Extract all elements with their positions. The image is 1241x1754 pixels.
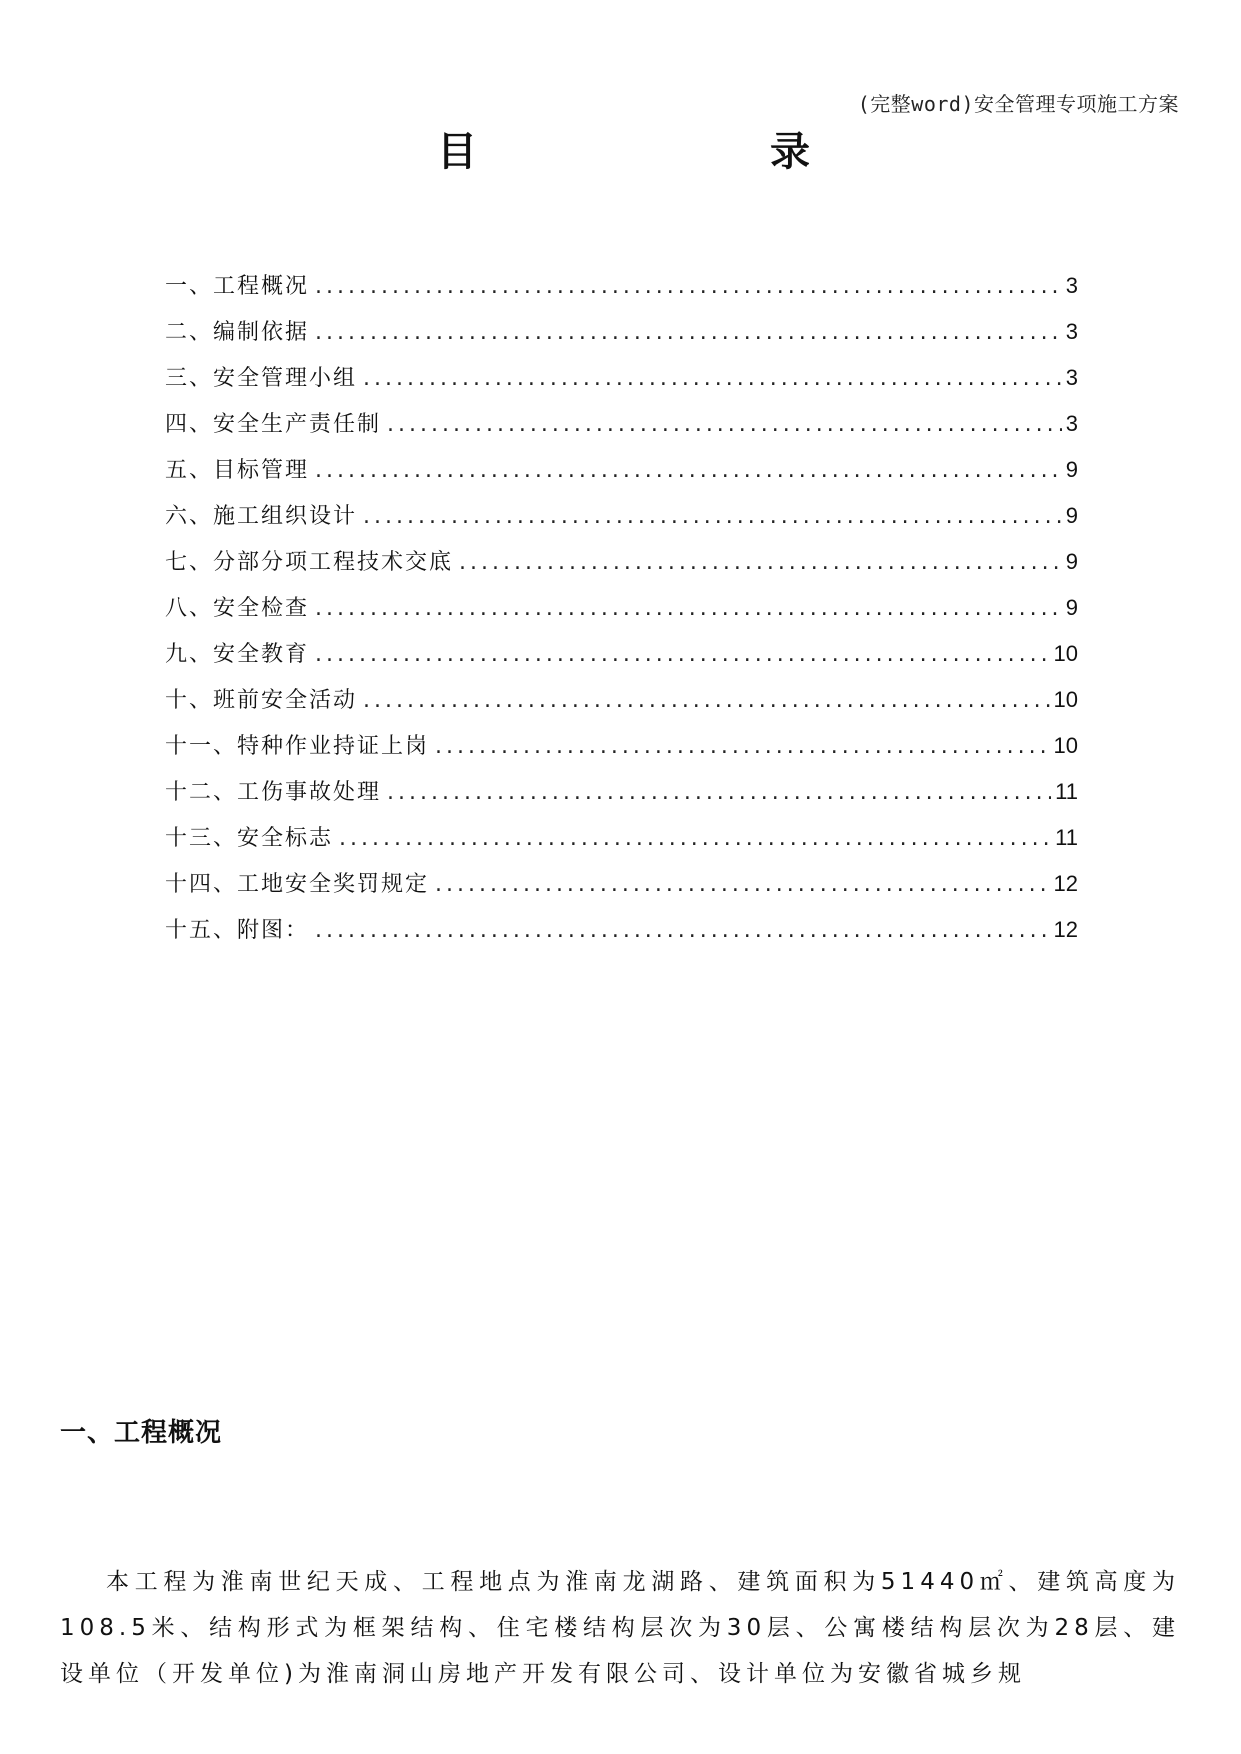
toc-leader-dots bbox=[315, 637, 1050, 673]
toc-entry-label: 十五、附图： bbox=[165, 918, 310, 943]
toc-entry-label: 九、安全教育 bbox=[165, 642, 310, 667]
toc-entry-label: 四、安全生产责任制 bbox=[165, 412, 382, 437]
toc-entry-page: 10 bbox=[1053, 641, 1078, 666]
toc-leader-dots bbox=[315, 269, 1062, 305]
toc-entry-page: 12 bbox=[1053, 871, 1078, 896]
toc-title bbox=[0, 120, 1241, 180]
toc-entry-3[interactable] bbox=[165, 360, 1078, 406]
toc-entry-page: 9 bbox=[1065, 457, 1078, 482]
toc-entry-label: 六、施工组织设计 bbox=[165, 504, 358, 529]
toc-entry-5[interactable] bbox=[165, 452, 1078, 498]
toc-title-char-2: 录 bbox=[770, 128, 810, 175]
toc-entry-12[interactable] bbox=[165, 774, 1078, 820]
toc-entry-page: 9 bbox=[1065, 549, 1078, 574]
toc-leader-dots bbox=[363, 499, 1062, 535]
toc-entry-label: 十、班前安全活动 bbox=[165, 688, 358, 713]
toc-leader-dots bbox=[459, 545, 1062, 581]
toc-entry-label: 十二、工伤事故处理 bbox=[165, 780, 382, 805]
toc-entry-page: 11 bbox=[1055, 825, 1078, 850]
toc-entry-11[interactable] bbox=[165, 728, 1078, 774]
toc-entry-label: 十四、工地安全奖罚规定 bbox=[165, 872, 430, 897]
toc-entry-label: 十三、安全标志 bbox=[165, 826, 334, 851]
section-heading: 一、工程概况 bbox=[60, 1418, 223, 1448]
toc-leader-dots bbox=[339, 821, 1051, 857]
toc-entry-page: 10 bbox=[1053, 733, 1078, 758]
toc-leader-dots bbox=[315, 591, 1062, 627]
section-paragraph: 本工程为淮南世纪天成、工程地点为淮南龙湖路、建筑面积为51440㎡、建筑高度为108.5米、结构形式为框架结构、住宅楼结构层次为30层、公寓楼结构层次为28层、建设单位（开发单位)为淮南洞山房地产开发有限公司、设计单位为安徽省城乡规 bbox=[60, 1569, 1180, 1687]
toc-entry-13[interactable] bbox=[165, 820, 1078, 866]
toc-leader-dots bbox=[315, 453, 1062, 489]
toc-leader-dots bbox=[315, 315, 1062, 351]
toc-entry-page: 12 bbox=[1053, 917, 1078, 942]
document-header-note: (完整word)安全管理专项施工方案 bbox=[857, 92, 1179, 116]
toc-leader-dots bbox=[387, 775, 1051, 811]
toc-leader-dots bbox=[363, 361, 1062, 397]
toc-leader-dots bbox=[387, 407, 1062, 443]
toc-title-char-1: 目 bbox=[437, 128, 477, 175]
toc-entry-page: 11 bbox=[1055, 779, 1078, 804]
toc-entry-10[interactable] bbox=[165, 682, 1078, 728]
toc-entry-9[interactable] bbox=[165, 636, 1078, 682]
toc-entry-8[interactable] bbox=[165, 590, 1078, 636]
toc-entry-4[interactable] bbox=[165, 406, 1078, 452]
toc-entry-1[interactable] bbox=[165, 268, 1078, 314]
toc-entry-page: 3 bbox=[1065, 273, 1078, 298]
toc-entry-2[interactable] bbox=[165, 314, 1078, 360]
toc-entry-label: 五、目标管理 bbox=[165, 458, 310, 483]
toc-entry-15[interactable] bbox=[165, 912, 1078, 958]
toc-leader-dots bbox=[363, 683, 1050, 719]
toc-entry-6[interactable] bbox=[165, 498, 1078, 544]
toc-entry-page: 9 bbox=[1065, 503, 1078, 528]
toc-leader-dots bbox=[315, 913, 1050, 949]
toc-entry-page: 10 bbox=[1053, 687, 1078, 712]
toc-entry-page: 3 bbox=[1065, 319, 1078, 344]
table-of-contents bbox=[165, 268, 1078, 958]
toc-leader-dots bbox=[435, 729, 1050, 765]
toc-entry-7[interactable] bbox=[165, 544, 1078, 590]
toc-leader-dots bbox=[435, 867, 1050, 903]
toc-entry-page: 9 bbox=[1065, 595, 1078, 620]
toc-entry-page: 3 bbox=[1065, 411, 1078, 436]
toc-entry-label: 三、安全管理小组 bbox=[165, 366, 358, 391]
toc-entry-14[interactable] bbox=[165, 866, 1078, 912]
toc-entry-label: 十一、特种作业持证上岗 bbox=[165, 734, 430, 759]
toc-entry-page: 3 bbox=[1065, 365, 1078, 390]
toc-entry-label: 七、分部分项工程技术交底 bbox=[165, 550, 454, 575]
toc-entry-label: 八、安全检查 bbox=[165, 596, 310, 621]
toc-entry-label: 二、编制依据 bbox=[165, 320, 310, 345]
toc-entry-label: 一、工程概况 bbox=[165, 274, 310, 299]
